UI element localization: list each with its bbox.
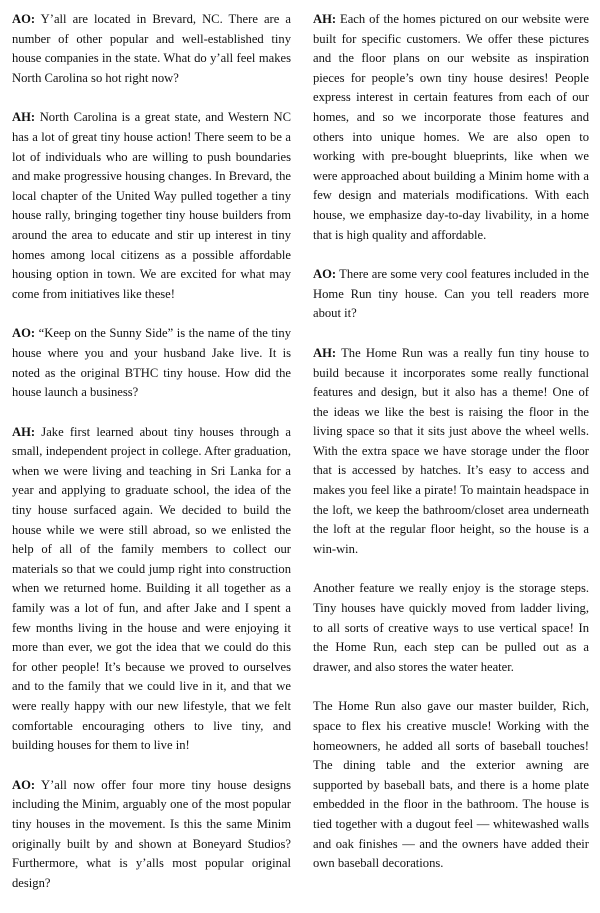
left-column — [12, 10, 291, 913]
speaker-label: AO: — [313, 267, 337, 282]
paragraph-text: The Home Run also gave our master builder, Rich, space to flex his creative muscle! Working with the homeowners, he added all sorts of baseball touches! The dining table and the exterior awning are supported by baseball bats, and there is a home plate embedded in the floor in the bathroom. The house is tied together with a dugout feel — whitewashed walls and oak finishes — and the owners have added their own baseball decorations. — [313, 699, 589, 871]
interview-paragraph — [313, 10, 589, 245]
speaker-label: AO: — [12, 12, 36, 26]
interview-paragraph — [12, 423, 291, 756]
interview-paragraph — [12, 776, 291, 894]
paragraph-text: North Carolina is a great state, and Western NC has a lot of great tiny house action! There seem to be a lot of individuals who are willing to push boundaries and make progressive housing changes. In Brevard, the local chapter of the United Way pulled together a tiny house rally, bringing together tiny house builders from around the area to educate and stir up interest in tiny homes among local citizens as a possible affordable housing option in town. We are excited for what may come from initiatives like these! — [12, 110, 291, 301]
speaker-label: AH: — [12, 424, 36, 439]
interview-paragraph — [12, 10, 291, 88]
right-column — [313, 10, 589, 894]
interview-paragraph — [313, 579, 589, 677]
speaker-label: AH: — [313, 12, 337, 26]
paragraph-text: Each of the homes pictured on our website were built for specific customers. We offer these pictures and the floor plans on our website as inspiration pieces for people’s own tiny house desires! People express interest in certain features from each of our homes, and so we incorporate those features and others into unique homes. We are also open to working with pre-bought blueprints, like when we were approached about building a Minim home with a few design and materials modifications. With each house, we emphasize day-to-day livability, in a home that is high quality and affordable. — [313, 12, 589, 242]
paragraph-text: Jake first learned about tiny houses through a small, independent project in college. After graduation, when we were living and teaching in Sri Lanka for a year and applying to graduate school, the idea of the tiny house surfaced again. We decided to build the house while we were still abroad, so we enlisted the help of all of the family members to collect our materials so that we could jump right into construction when we returned home. Building it all together as a family was a lot of fun, and after Jake and I spent a few months living in the house and were enjoying it more than ever, we got the idea that we could do this for other people! It’s because we proved to ourselves and to the family that we could live in it, and that we were really happy with our new lifestyle, that we felt comfortable encouraging others to live tiny, and building houses for them to live in! — [12, 424, 291, 753]
interview-paragraph — [313, 697, 589, 873]
paragraph-text: Y’all are located in Brevard, NC. There are a number of other popular and well-established tiny house companies in the state. What do y’all feel makes North Carolina so hot right now? — [12, 12, 291, 85]
speaker-label: AO: — [12, 326, 36, 341]
speaker-label: AO: — [12, 777, 36, 792]
interview-paragraph — [313, 265, 589, 324]
speaker-label: AH: — [12, 110, 36, 125]
interview-paragraph — [12, 324, 291, 402]
paragraph-text: There are some very cool features included in the Home Run tiny house. Can you tell readers more about it? — [313, 267, 589, 321]
interview-paragraph — [313, 344, 589, 560]
paragraph-text: Another feature we really enjoy is the storage steps. Tiny houses have quickly moved from ladder living, to all sorts of creative ways to use vertical space! In the Home Run, each step can be pulled out as a drawer, and also stores the water heater. — [313, 581, 589, 674]
paragraph-text: “Keep on the Sunny Side” is the name of the tiny house where you and your husband Jake live. It is noted as the original BTHC tiny house. How did the house launch a business? — [12, 326, 291, 400]
paragraph-text: The Home Run was a really fun tiny house to build because it incorporates some really functional features and design, but it also has a theme! One of the ideas we like the best is raising the floor in the living space so that it sits just above the wheel wells. With the extra space we have storage under the floor that is accessed by hatches. It’s easy to access and makes you feel like a pirate! To maintain headspace in the loft, we keep the bathroom/closet area underneath the loft at the regular floor height, so the house is a win-win. — [313, 345, 589, 556]
paragraph-text: Y’all now offer four more tiny house designs including the Minim, arguably one of the most popular tiny houses in the movement. Is this the same Minim originally built by and shown at Boneyard Studios? Furthermore, what is y’alls most popular original design? — [12, 777, 291, 890]
speaker-label: AH: — [313, 345, 337, 360]
interview-paragraph — [12, 108, 291, 304]
